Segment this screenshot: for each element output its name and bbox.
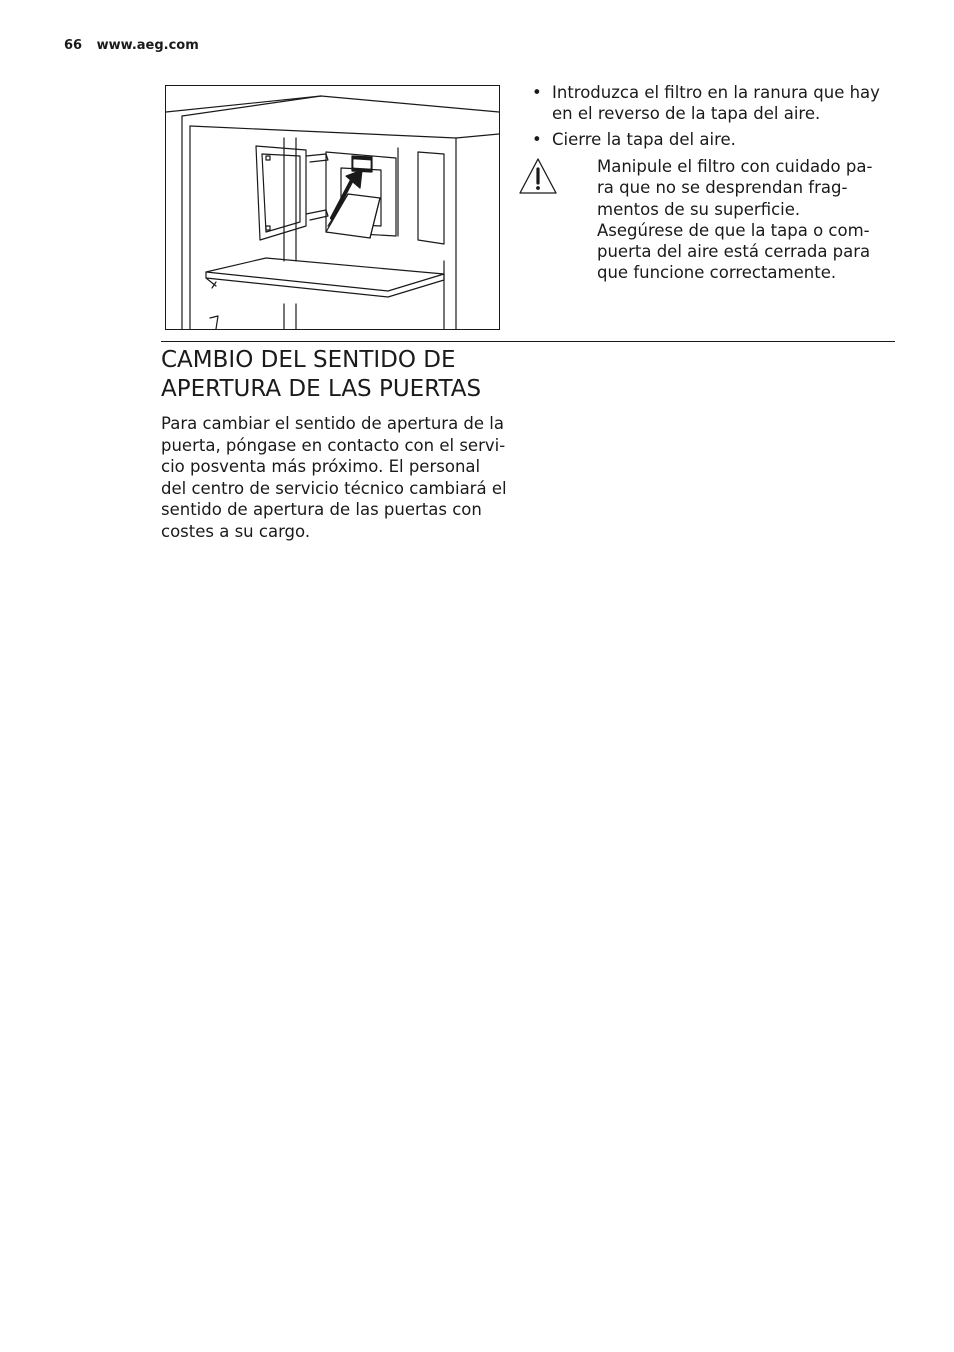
warning-line: que funcione correctamente. [597,263,837,283]
instruction-step: • Introduzca el filtro en la ranura que hay en el reverso de la tapa del aire. [532,82,897,124]
instruction-list [532,82,897,155]
section-title-line: CAMBIO DEL SENTIDO DE [161,347,456,373]
section-body [161,413,521,542]
body-line: costes a su cargo. [161,521,311,541]
section-title-line: APERTURA DE LAS PUERTAS [161,376,482,402]
instruction-step: • Cierre la tapa del aire. [532,129,897,150]
warning-line: ra que no se desprendan frag- [597,178,848,198]
warning-note [597,156,897,284]
warning-triangle-icon [518,157,558,199]
warning-line: puerta del aire está cerrada para [597,242,871,262]
page-header [64,38,199,53]
body-line: Para cambiar el sentido de apertura de la [161,414,504,433]
body-line: sentido de apertura de las puertas con [161,500,482,519]
warning-line: Manipule el filtro con cuidado pa- [597,157,873,176]
filter-installation-illustration [165,85,500,330]
warning-line: mentos de su superficie. [597,199,801,219]
section-divider [161,341,895,342]
body-line: del centro de servicio técnico cambiará el [161,478,507,498]
section-title [161,346,521,404]
warning-line: Asegúrese de que la tapa o com- [597,220,870,240]
body-line: cio posventa más próximo. El personal [161,457,481,476]
page-number: 66 [64,38,83,53]
site-url: www.aeg.com [96,38,199,53]
body-line: puerta, póngase en contacto con el servi- [161,435,506,455]
